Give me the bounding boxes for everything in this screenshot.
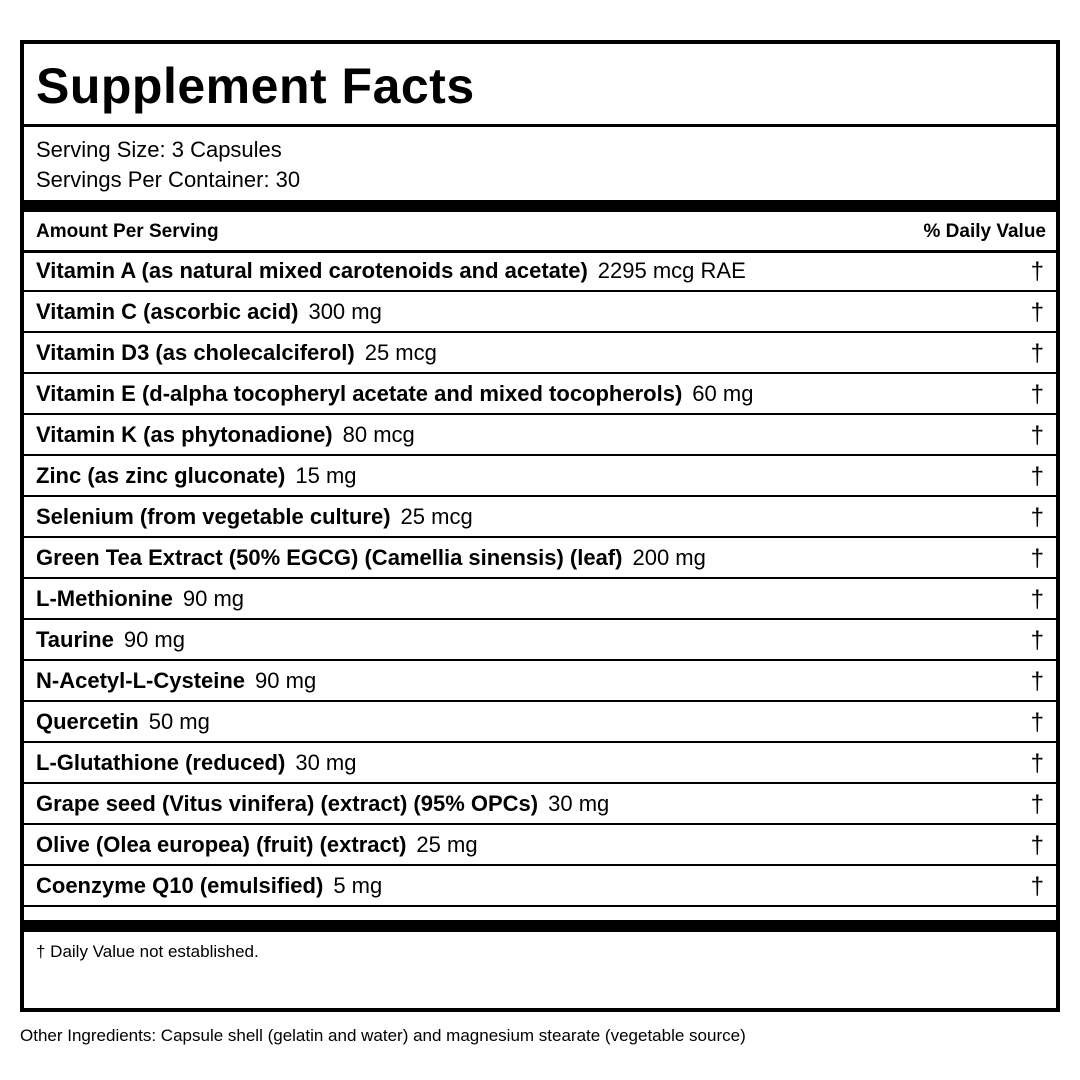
nutrient-name: Vitamin E (d-alpha tocopheryl acetate and mixed tocopherols) xyxy=(36,381,683,406)
nutrient-name: L-Glutathione (reduced) xyxy=(36,750,286,775)
nutrient-name-and-amount xyxy=(36,463,357,489)
nutrient-name: Vitamin C (ascorbic acid) xyxy=(36,299,299,324)
nutrient-amount: 25 mg xyxy=(416,832,478,857)
nutrient-row xyxy=(24,497,1056,538)
daily-value-dagger: † xyxy=(1030,873,1044,900)
nutrient-amount: 90 mg xyxy=(123,627,185,652)
nutrient-name-and-amount xyxy=(36,258,746,284)
nutrient-row xyxy=(24,415,1056,456)
nutrient-row xyxy=(24,251,1056,292)
nutrient-name: Selenium (from vegetable culture) xyxy=(36,504,391,529)
nutrient-name: Quercetin xyxy=(36,709,139,734)
nutrient-name: N-Acetyl-L-Cysteine xyxy=(36,668,246,693)
daily-value-header: % Daily Value xyxy=(923,221,1046,242)
nutrient-name: Vitamin A (as natural mixed carotenoids and acetate) xyxy=(36,258,588,283)
nutrient-amount: 2295 mcg RAE xyxy=(597,258,746,283)
daily-value-dagger: † xyxy=(1030,627,1044,654)
nutrient-amount: 60 mg xyxy=(692,381,754,406)
nutrient-name: Coenzyme Q10 (emulsified) xyxy=(36,873,324,898)
footnote: † Daily Value not established. xyxy=(36,942,259,961)
nutrient-amount: 200 mg xyxy=(632,545,706,570)
thick-divider-top xyxy=(24,200,1056,212)
nutrient-amount: 5 mg xyxy=(333,873,383,898)
nutrient-name: Zinc (as zinc gluconate) xyxy=(36,463,286,488)
nutrient-name: Vitamin D3 (as cholecalciferol) xyxy=(36,340,355,365)
daily-value-dagger: † xyxy=(1030,586,1044,613)
nutrient-row xyxy=(24,702,1056,743)
nutrient-amount: 90 mg xyxy=(182,586,245,611)
nutrient-row xyxy=(24,866,1056,907)
nutrient-amount: 300 mg xyxy=(308,299,382,324)
supplement-facts-panel xyxy=(20,40,1060,1012)
daily-value-dagger: † xyxy=(1030,791,1044,818)
daily-value-dagger: † xyxy=(1030,750,1044,777)
nutrient-name-and-amount xyxy=(36,422,415,448)
nutrient-row xyxy=(24,825,1056,866)
panel-title: Supplement Facts xyxy=(36,58,475,114)
nutrient-name-and-amount xyxy=(36,750,356,776)
nutrient-name-and-amount xyxy=(36,586,244,612)
nutrient-row xyxy=(24,374,1056,415)
daily-value-dagger: † xyxy=(1030,709,1044,736)
nutrient-amount: 15 mg xyxy=(295,463,357,488)
nutrient-name: Olive (Olea europea) (fruit) (extract) xyxy=(36,832,407,857)
thick-divider-bottom xyxy=(24,920,1056,932)
nutrient-name: L-Methionine xyxy=(36,586,173,611)
nutrient-name: Grape seed (Vitus vinifera) (extract) (95% OPCs) xyxy=(36,791,539,816)
nutrient-name: Green Tea Extract (50% EGCG) (Camellia sinensis) (leaf) xyxy=(36,545,623,570)
daily-value-dagger: † xyxy=(1030,545,1044,572)
daily-value-dagger: † xyxy=(1030,299,1044,326)
nutrient-amount: 50 mg xyxy=(148,709,210,734)
nutrient-name-and-amount xyxy=(36,668,316,694)
nutrient-amount: 90 mg xyxy=(255,668,317,693)
nutrient-row xyxy=(24,743,1056,784)
daily-value-dagger: † xyxy=(1030,832,1044,859)
amount-per-serving-header: Amount Per Serving xyxy=(36,221,219,242)
nutrient-name: Taurine xyxy=(36,627,114,652)
nutrient-row xyxy=(24,784,1056,825)
nutrient-name-and-amount xyxy=(36,504,473,530)
nutrient-name-and-amount xyxy=(36,709,210,735)
nutrient-amount: 25 mcg xyxy=(364,340,437,365)
nutrient-name-and-amount xyxy=(36,381,753,407)
nutrient-row xyxy=(24,333,1056,374)
nutrient-name-and-amount xyxy=(36,832,478,858)
daily-value-dagger: † xyxy=(1030,381,1044,408)
nutrient-row xyxy=(24,292,1056,333)
nutrient-amount: 25 mcg xyxy=(400,504,473,529)
nutrient-name-and-amount xyxy=(36,791,609,817)
nutrient-name-and-amount xyxy=(36,545,706,571)
daily-value-dagger: † xyxy=(1030,668,1044,695)
nutrient-row xyxy=(24,661,1056,702)
nutrient-amount: 80 mcg xyxy=(342,422,415,447)
daily-value-dagger: † xyxy=(1030,340,1044,367)
nutrient-name-and-amount xyxy=(36,299,382,325)
serving-size: Serving Size: 3 Capsules xyxy=(36,137,282,162)
nutrient-name-and-amount xyxy=(36,340,437,366)
servings-per-container: Servings Per Container: 30 xyxy=(36,167,301,192)
daily-value-dagger: † xyxy=(1030,422,1044,449)
nutrient-row xyxy=(24,456,1056,497)
column-header-row xyxy=(24,212,1056,253)
nutrient-row xyxy=(24,538,1056,579)
serving-info xyxy=(36,135,300,195)
daily-value-dagger: † xyxy=(1030,504,1044,531)
nutrient-name-and-amount xyxy=(36,627,185,653)
other-ingredients: Other Ingredients: Capsule shell (gelatin and water) and magnesium stearate (vegetable source) xyxy=(20,1026,746,1045)
nutrient-name-and-amount xyxy=(36,873,382,899)
nutrient-row xyxy=(24,579,1056,620)
title-row xyxy=(24,44,1056,127)
daily-value-dagger: † xyxy=(1030,463,1044,490)
daily-value-dagger: † xyxy=(1030,258,1044,285)
nutrient-amount: 30 mg xyxy=(548,791,610,816)
nutrient-amount: 30 mg xyxy=(295,750,357,775)
nutrient-name: Vitamin K (as phytonadione) xyxy=(36,422,333,447)
nutrient-rows xyxy=(24,251,1056,907)
nutrient-row xyxy=(24,620,1056,661)
